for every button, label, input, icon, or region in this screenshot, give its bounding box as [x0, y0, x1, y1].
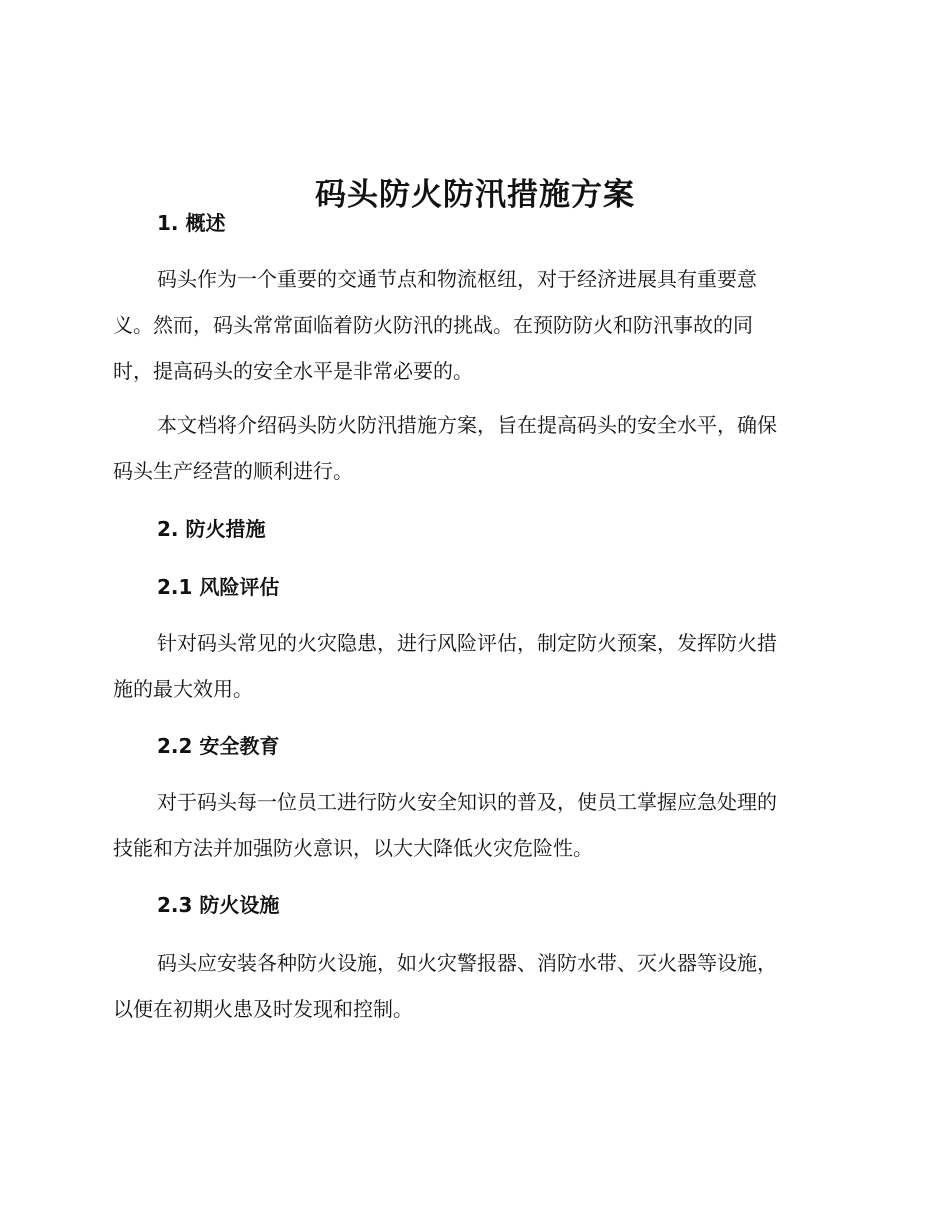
- section-heading-overview: 1. 概述: [157, 211, 226, 235]
- paragraph-line: 码头应安装各种防火设施，如火灾警报器、消防水带、灭火器等设施，: [157, 951, 777, 975]
- paragraph-line: 码头作为一个重要的交通节点和物流枢纽，对于经济进展具有重要意: [157, 267, 757, 291]
- paragraph-line: 本文档将介绍码头防火防汛措施方案，旨在提高码头的安全水平，确保: [157, 413, 777, 437]
- paragraph-overview-2: [113, 402, 838, 494]
- paragraph-line: 针对码头常见的火灾隐患，进行风险评估，制定防火预案，发挥防火措: [157, 631, 777, 655]
- paragraph-line: 以便在初期火患及时发现和控制。: [113, 997, 413, 1021]
- paragraph-line: 义。然而，码头常常面临着防火防汛的挑战。在预防防火和防汛事故的同: [113, 313, 753, 337]
- subsection-heading-safety-education: 2.2 安全教育: [157, 734, 280, 758]
- paragraph-line: 时，提高码头的安全水平是非常必要的。: [113, 359, 473, 383]
- paragraph-risk-assessment: [113, 620, 838, 712]
- paragraph-line: 码头生产经营的顺利进行。: [113, 459, 353, 483]
- section-heading-fire-measures: 2. 防火措施: [157, 517, 266, 541]
- paragraph-line: 施的最大效用。: [113, 677, 253, 701]
- paragraph-line: 对于码头每一位员工进行防火安全知识的普及，使员工掌握应急处理的: [157, 790, 777, 814]
- paragraph-overview-1: [113, 256, 838, 394]
- paragraph-safety-education: [113, 779, 838, 871]
- subsection-heading-fire-facilities: 2.3 防火设施: [157, 893, 280, 917]
- subsection-heading-risk-assessment: 2.1 风险评估: [157, 575, 280, 599]
- paragraph-line: 技能和方法并加强防火意识，以大大降低火灾危险性。: [113, 836, 593, 860]
- document-title: 码头防火防汛措施方案: [315, 176, 635, 213]
- paragraph-fire-facilities: [113, 940, 838, 1032]
